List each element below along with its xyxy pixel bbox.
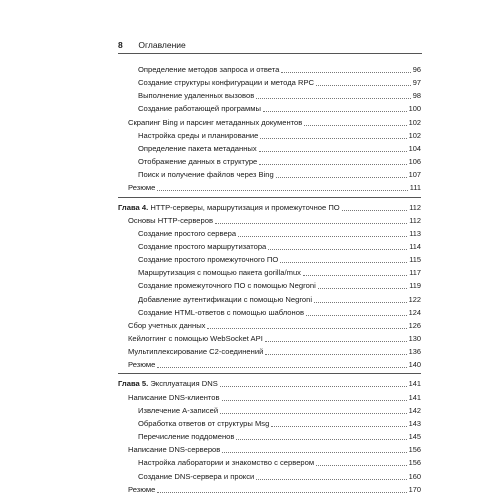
toc-entry-title bbox=[138, 255, 278, 265]
toc-title-text: Резюме bbox=[128, 360, 156, 370]
toc-entry-title bbox=[128, 183, 155, 193]
toc-page-number: 112 bbox=[409, 202, 421, 212]
toc-title-text: Добавление аутентификации с помощью Negroni bbox=[138, 294, 313, 304]
toc-entry[interactable] bbox=[118, 331, 421, 344]
toc-page-number: 114 bbox=[409, 241, 421, 251]
toc-title-text: Определение методов запроса и ответа bbox=[138, 65, 280, 74]
toc-entry-title bbox=[138, 472, 254, 482]
toc-title-text: Резюме bbox=[128, 484, 156, 494]
toc-title-text: Обработка ответов от структуры Msg bbox=[138, 418, 270, 428]
dot-leader bbox=[280, 262, 407, 263]
toc-title-text: Перечисление поддоменов bbox=[138, 432, 235, 442]
toc-entry-title bbox=[128, 347, 263, 357]
toc-entry[interactable] bbox=[118, 292, 421, 305]
toc-entry-title bbox=[138, 157, 257, 167]
dot-leader bbox=[157, 367, 406, 368]
toc-page-number: 97 bbox=[412, 78, 421, 88]
toc-entry[interactable] bbox=[118, 213, 421, 226]
toc-title-text: Поиск и получение файлов через Bing bbox=[138, 170, 274, 180]
dot-leader bbox=[220, 386, 407, 387]
toc-title-text: Резюме bbox=[128, 183, 156, 193]
toc-entry-title bbox=[128, 334, 263, 344]
toc-page-number: 111 bbox=[409, 183, 421, 193]
dot-leader bbox=[238, 236, 407, 237]
toc-page-number: 156 bbox=[408, 458, 421, 468]
toc-title-text: Создание структуры конфигурации и метода RPC bbox=[138, 78, 315, 88]
toc-entry[interactable] bbox=[118, 167, 421, 180]
toc-title-text: Сбор учетных данных bbox=[128, 320, 206, 330]
toc-entry-title bbox=[138, 91, 254, 101]
toc-entry[interactable] bbox=[118, 482, 421, 495]
toc-entry[interactable] bbox=[118, 88, 421, 101]
dot-leader bbox=[256, 479, 406, 480]
toc-entry[interactable] bbox=[118, 344, 421, 357]
toc-entry-title bbox=[128, 216, 213, 226]
toc-title-text: Написание DNS-клиентов bbox=[128, 392, 220, 402]
toc-entry[interactable] bbox=[118, 390, 421, 403]
toc-entry-title bbox=[138, 308, 304, 318]
toc-entry-title bbox=[138, 406, 218, 416]
dot-leader bbox=[281, 72, 410, 73]
toc-page-number: 136 bbox=[408, 347, 421, 357]
toc-page-number: 119 bbox=[409, 281, 421, 291]
toc-entry[interactable] bbox=[118, 469, 421, 482]
toc-title-text: Создание простого промежуточного ПО bbox=[138, 255, 279, 265]
toc-title-text: HTTP-серверы, маршрутизация и промежуточное ПО bbox=[150, 202, 340, 212]
toc-entry[interactable] bbox=[118, 226, 421, 239]
dot-leader bbox=[259, 151, 407, 152]
toc-title-text: Создание HTML-ответов с помощью шаблонов bbox=[138, 307, 304, 317]
toc-entry[interactable] bbox=[118, 265, 421, 278]
toc-page-number: 141 bbox=[408, 379, 421, 389]
dot-leader bbox=[215, 223, 407, 224]
toc-title-text: Основы HTTP-серверов bbox=[128, 215, 213, 225]
dot-leader bbox=[303, 275, 407, 276]
toc-title-text: Создание работающей программы bbox=[138, 104, 261, 114]
toc-page-number: 104 bbox=[408, 143, 421, 153]
toc-page-number: 160 bbox=[408, 471, 421, 481]
dot-leader bbox=[157, 492, 406, 493]
toc-page-number: 143 bbox=[408, 418, 421, 428]
toc-title-text: Написание DNS-серверов bbox=[128, 445, 221, 455]
toc-entry-title bbox=[128, 118, 302, 128]
dot-leader bbox=[316, 465, 407, 466]
toc-page-number: 96 bbox=[412, 65, 421, 74]
toc-page-number: 115 bbox=[409, 255, 421, 265]
toc-entry-title bbox=[138, 170, 274, 180]
toc-title-text: Определение пакета метаданных bbox=[138, 143, 257, 153]
toc-title-text: Кейлоггинг с помощью WebSocket API bbox=[128, 334, 263, 343]
header-rule bbox=[118, 53, 422, 54]
toc-page-number: 141 bbox=[408, 392, 421, 402]
toc-entry[interactable] bbox=[118, 455, 421, 468]
page-header bbox=[118, 38, 418, 52]
toc-page-number: 124 bbox=[408, 307, 421, 317]
toc-entry-title bbox=[138, 419, 269, 429]
toc-entry-title bbox=[128, 321, 205, 331]
dot-leader bbox=[304, 125, 406, 126]
toc-entry[interactable] bbox=[118, 239, 421, 252]
toc-entry[interactable] bbox=[118, 128, 421, 141]
toc-entry-title bbox=[138, 78, 314, 88]
toc-entry-title bbox=[138, 295, 312, 305]
chapter-rule bbox=[118, 373, 421, 374]
chapter-number: Глава 4. bbox=[118, 202, 149, 212]
toc-page-number: 112 bbox=[409, 215, 421, 225]
toc-entry[interactable] bbox=[118, 101, 421, 114]
toc-page-number: 106 bbox=[408, 157, 421, 167]
dot-leader bbox=[256, 98, 411, 99]
toc-page-number: 122 bbox=[408, 294, 421, 304]
toc-entry[interactable] bbox=[118, 429, 421, 442]
toc-entry[interactable] bbox=[118, 318, 421, 331]
toc-title-text: Создание простого маршрутизатора bbox=[138, 241, 267, 251]
dot-leader bbox=[220, 413, 407, 414]
toc-entry-title bbox=[118, 379, 218, 389]
chapter-number: Глава 5. bbox=[118, 379, 149, 389]
dot-leader bbox=[306, 315, 407, 316]
dot-leader bbox=[236, 439, 406, 440]
toc-entry[interactable] bbox=[118, 403, 421, 416]
toc-entry[interactable] bbox=[118, 180, 421, 193]
toc-entry[interactable] bbox=[118, 357, 421, 370]
dot-leader bbox=[157, 190, 407, 191]
dot-leader bbox=[268, 249, 407, 250]
page-number: 8 bbox=[118, 40, 123, 50]
dot-leader bbox=[222, 400, 407, 401]
toc-page-number: 102 bbox=[408, 130, 421, 140]
dot-leader bbox=[260, 138, 406, 139]
dot-leader bbox=[265, 341, 407, 342]
toc-chapter-entry[interactable] bbox=[118, 200, 421, 213]
toc-entry[interactable] bbox=[118, 154, 421, 167]
toc-chapter-entry[interactable] bbox=[118, 376, 421, 389]
toc-page-number: 156 bbox=[408, 445, 421, 455]
toc-page-number: 142 bbox=[408, 405, 421, 415]
running-title: Оглавление bbox=[138, 40, 186, 50]
toc-page-number: 170 bbox=[408, 484, 421, 494]
toc-entry-title bbox=[138, 229, 236, 239]
dot-leader bbox=[265, 354, 406, 355]
toc-page-number: 100 bbox=[408, 104, 421, 114]
toc-title-text: Извлечение A-записей bbox=[138, 405, 219, 415]
toc-entry-title bbox=[138, 131, 258, 141]
toc-entry-title bbox=[118, 203, 340, 213]
toc-title-text: Эксплуатация DNS bbox=[150, 379, 218, 389]
toc-title-text: Отображение данных в структуре bbox=[138, 157, 258, 167]
toc-entry-title bbox=[128, 485, 155, 495]
toc-entry[interactable] bbox=[118, 416, 421, 429]
dot-leader bbox=[271, 426, 406, 427]
toc-entry-title bbox=[128, 445, 220, 455]
toc-entry[interactable] bbox=[118, 278, 421, 291]
dot-leader bbox=[316, 85, 411, 86]
toc-page-number: 130 bbox=[408, 334, 421, 343]
toc-title-text: Создание простого сервера bbox=[138, 228, 237, 238]
toc-title-text: Создание промежуточного ПО с помощью Negroni bbox=[138, 281, 316, 291]
chapter-rule bbox=[118, 197, 421, 198]
toc-page-number: 98 bbox=[412, 91, 421, 101]
toc-entry[interactable] bbox=[118, 252, 421, 265]
toc-entry[interactable] bbox=[118, 442, 421, 455]
dot-leader bbox=[318, 288, 407, 289]
toc-entry-title bbox=[128, 393, 220, 403]
toc-page-number: 145 bbox=[408, 432, 421, 442]
toc-page-number: 126 bbox=[408, 320, 421, 330]
toc-entry-title bbox=[128, 360, 155, 370]
toc-title-text: Маршрутизация с помощью пакета gorilla/mux bbox=[138, 268, 301, 278]
toc-title-text: Создание DNS-сервера и прокси bbox=[138, 471, 255, 481]
toc-entry[interactable] bbox=[118, 75, 421, 88]
dot-leader bbox=[276, 177, 407, 178]
toc-entry-title bbox=[138, 242, 266, 252]
toc-entry[interactable] bbox=[118, 62, 421, 75]
toc-entry-title bbox=[138, 281, 316, 291]
toc-page-number: 102 bbox=[408, 117, 421, 127]
dot-leader bbox=[222, 452, 406, 453]
toc-entry-title bbox=[138, 458, 314, 468]
toc-title-text: Выполнение удаленных вызовов bbox=[138, 91, 255, 101]
toc-title-text: Настройка лаборатории и знакомство с сервером bbox=[138, 458, 315, 468]
toc-entry[interactable] bbox=[118, 305, 421, 318]
toc-entry-title bbox=[138, 104, 261, 114]
toc-page-number: 117 bbox=[409, 268, 421, 278]
toc-page-number: 113 bbox=[409, 228, 421, 238]
dot-leader bbox=[314, 302, 407, 303]
toc-entry[interactable] bbox=[118, 141, 421, 154]
dot-leader bbox=[207, 328, 406, 329]
toc-title-text: Настройка среды и планирование bbox=[138, 130, 259, 140]
toc-entry-title bbox=[138, 268, 301, 278]
toc-entry-title bbox=[138, 65, 279, 75]
dot-leader bbox=[259, 164, 406, 165]
toc-title-text: Мультиплексирование C2-соединений bbox=[128, 347, 264, 357]
toc-entry-title bbox=[138, 144, 257, 154]
toc-entry[interactable] bbox=[118, 115, 421, 128]
toc-page-number: 107 bbox=[408, 170, 421, 180]
dot-leader bbox=[342, 210, 408, 211]
toc-page-number: 140 bbox=[408, 360, 421, 370]
dot-leader bbox=[263, 111, 407, 112]
toc-entry-title bbox=[138, 432, 234, 442]
toc-title-text: Скрапинг Bing и парсинг метаданных документов bbox=[128, 117, 303, 127]
